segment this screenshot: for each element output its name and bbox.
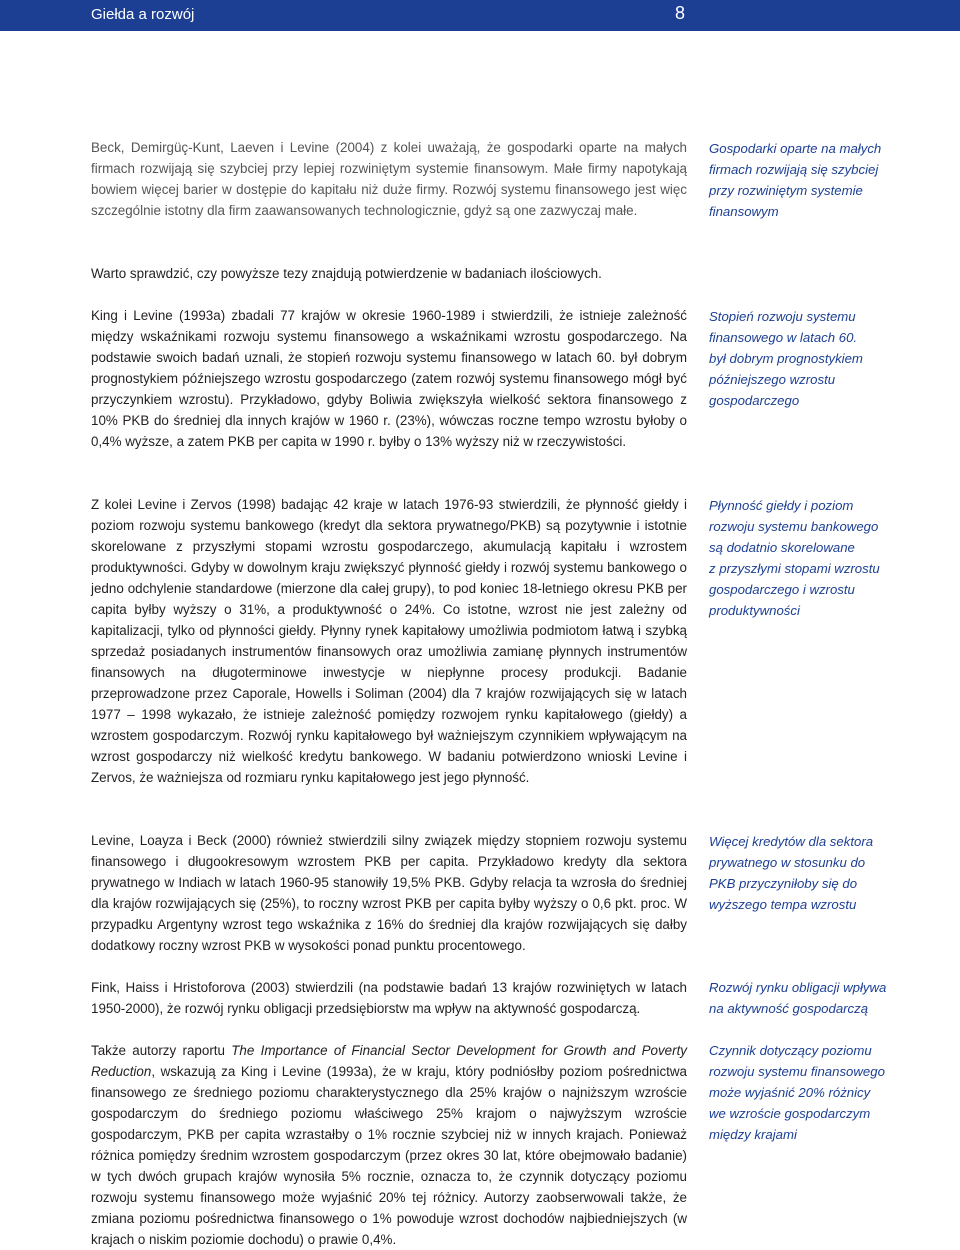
report-title: The Importance of Financial Sector Development for Growth and Poverty Reduction — [91, 1043, 687, 1079]
margin-note: Więcej kredytów dla sektora prywatnego w stosunku do PKB przyczyniłoby się do wyższego tempa wzrostu — [709, 834, 874, 912]
margin-note: Stopień rozwoju systemu finansowego w latach 60. był dobrym prognostykiem późniejszego wzrostu gospodarczego — [709, 309, 863, 408]
margin-note: Gospodarki oparte na małych firmach rozwijają się szybciej przy rozwiniętym systemie finansowym — [709, 141, 882, 219]
report-intro: Także autorzy raportu — [91, 1043, 232, 1058]
margin-note: Czynnik dotyczący poziomu rozwoju systemu finansowego może wyjaśnić 20% różnicy we wzroście gospodarczym między krajami — [709, 1043, 885, 1142]
body-paragraph-report — [91, 1040, 687, 1250]
report-rest: , wskazują za King i Levine (1993a), że w kraju, który podniósłby poziom pośrednictwa finansowego ze średniego poziomu charakterystycznego dla 25% krajów o najniższym wzroście gospodarczym do średniego poziomu właściwego 25% krajom o najwyższym wzroście gospodarczym, PKB per capita wzrastałby o 1% rocznie szybciej niż w innych krajach. Ponieważ różnica pomiędzy średnim wzrostem gospodarczym (przez okres 30 lat, które obejmowało badanie) w tych dwóch grupach krajów wynosiła 5% rocznie, oznacza to, że czynnik dotyczący poziomu rozwoju systemu finansowego może wyjaśnić 20% tej różnicy. Autorzy zaobserwowali także, że zmiana poziomu pośrednictwa finansowego o 1% powoduje wzrost dochodów najbiedniejszych (w krajach o niskim poziomie dochodu) o prawie 0,4%. — [91, 1064, 687, 1247]
header-title: Giełda a rozwój — [91, 6, 195, 23]
page-header — [0, 0, 960, 31]
body-paragraph: King i Levine (1993a) zbadali 77 krajów w okresie 1960-1989 i stwierdzili, że istnieje zależność między wskaźnikami rozwoju systemu finansowego a wskaźnikami wzrostu gospodarczego. Na podstawie swoich badań uznali, że stopień rozwoju systemu finansowego w latach 60. był dobrym prognostykiem późniejszego wzrostu gospodarczego (zatem rozwój systemu finansowego mógł być przyczynkiem wzrostu). Przykładowo, gdyby Boliwia zwiększyła wielkość sektora finansowego z 10% PKB do średniej dla innych krajów w 1960 r. (23%), wówczas roczne tempo wzrostu byłoby o 0,4% wyższe, a zatem PKB per capita w 1990 r. byłby o 13% wyższy niż w rzeczywistości. — [91, 308, 687, 449]
margin-note: Rozwój rynku obligacji wpływa na aktywność gospodarczą — [709, 980, 887, 1016]
margin-note: Płynność giełdy i poziom rozwoju systemu bankowego są dodatnio skorelowane z przyszłymi stopami wzrostu gospodarczego i wzrostu produktywności — [709, 498, 880, 618]
body-paragraph: Warto sprawdzić, czy powyższe tezy znajdują potwierdzenie w badaniach ilościowych. — [91, 266, 602, 281]
body-paragraph: Z kolei Levine i Zervos (1998) badając 42 kraje w latach 1976-93 stwierdzili, że płynność giełdy i poziom rozwoju systemu bankowego (kredyt dla sektora prywatnego/PKB) są pozytywnie i istotnie skorelowane z przyszłymi stopami wzrostu gospodarczego, akumulacją kapitału i wzrostem produktywności. Gdyby w dowolnym kraju zwiększyć płynność giełdy i rozwój systemu bankowego o jedno odchylenie standardowe (mierzone dla całej grupy), to pod koniec 18-letniego okresu PKB per capita byłby wyższy o 31%, a produktywność o 24%. Co istotne, wzrost nie jest zależny od kapitalizacji, tylko od płynności giełdy. Płynny rynek kapitałowy umożliwia podmiotom łatwą i szybką sprzedaż posiadanych instrumentów finansowych oraz umożliwia zamianę płynnych instrumentów finansowych na długoterminowe inwestycje w niepłynne procesy produkcji. Badanie przeprowadzone przez Caporale, Howells i Soliman (2004) dla 7 krajów rozwijających się w latach 1977 – 1998 wykazało, że istnieje zależność pomiędzy rozwojem rynku kapitałowego (giełdy) a wzrostem gospodarczym. Rozwój rynku kapitałowego był ważniejszym czynnikiem wpływającym na wzrost gospodarczy niż wielkość kredytu bankowego. W badaniu potwierdzono wnioski Levine i Zervos, że ważniejsza od rozmiaru rynku kapitałowego jest jego płynność. — [91, 497, 687, 785]
body-paragraph: Levine, Loayza i Beck (2000) również stwierdzili silny związek między stopniem rozwoju systemu finansowego i długookresowym wzrostem PKB per capita. Przykładowo kredyty dla sektora prywatnego w Indiach w latach 1960-95 stanowiły 19,5% PKB. Gdyby relacja ta wzrosła do średniej dla krajów rozwijających się (25%), to roczny wzrost PKB per capita byłby wyższy o 0,6 pkt. proc. W przypadku Argentyny wzrost tego wskaźnika z 16% do średniej dla krajów rozwijających się dałby dodatkowy roczny wzrost PKB w wysokości ponad punktu procentowego. — [91, 833, 687, 953]
body-paragraph: Fink, Haiss i Hristoforova (2003) stwierdzili (na podstawie badań 13 krajów rozwiniętych w latach 1950-2000), że rozwój rynku obligacji przedsiębiorstw ma wpływ na aktywność gospodarczą. — [91, 980, 687, 1016]
page-number: 8 — [675, 3, 686, 23]
body-paragraph: Beck, Demirgüç-Kunt, Laeven i Levine (2004) z kolei uważają, że gospodarki oparte na małych firmach rozwijają się szybciej przy lepiej rozwiniętym systemie finansowym. Małe firmy napotykają bowiem więcej barier w dostępie do kapitału niż duże firmy. Rozwój systemu finansowego jest więc szczególnie istotny dla firm zaawansowanych technologicznie, gdyż są one zazwyczaj małe. — [91, 140, 687, 218]
